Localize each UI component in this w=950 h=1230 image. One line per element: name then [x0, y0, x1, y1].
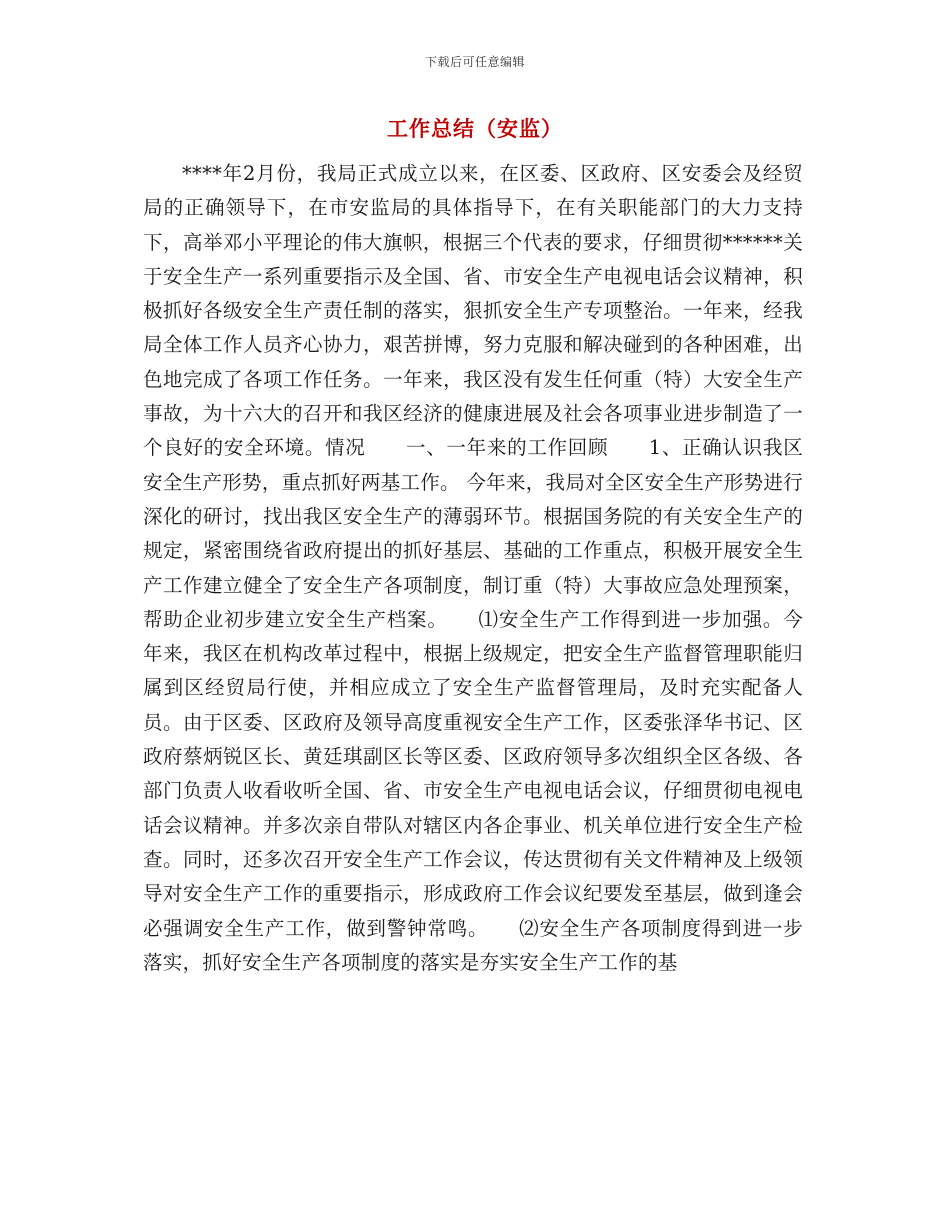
document-title: 工作总结（安监） — [387, 116, 563, 141]
download-note: 下载后可任意编辑 — [424, 55, 525, 69]
document-body: ****年2月份，我局正式成立以来，在区委、区政府、区安委会及经贸局的正确领导下，在市安监局的具体指导下，在有关职能部门的大力支持下，高举邓小平理论的伟大旗帜，根据三个代表的要求，仔细贯彻******关于安全生产一系列重要指示及全国、省、市安全生产电视电话会议精神，积极抓好各级安全生产责任制的落实，狠抓安全生产专项整治。一年来，经我局全体工作人员齐心协力，艰苦拼博，努力克服和解决碰到的各种困难，出色地完成了各项工作任务。一年来，我区没有发生任何重（特）大安全生产事故，为十六大的召开和我区经济的健康进展及社会各项事业进步制造了一个良好的安全环境。情况 一、一年来的工作回顾 1、正确认识我区安全生产形势，重点抓好两基工作。 今年来，我局对全区安全生产形势进行深化的研讨，找出我区安全生产的薄弱环节。根据国务院的有关安全生产的规定，紧密围绕省政府提出的抓好基层、基础的工作重点，积极开展安全生产工作建立健全了安全生产各项制度，制订重（特）大事故应急处理预案，帮助企业初步建立安全生产档案。 ⑴安全生产工作得到进一步加强。今年来，我区在机构改革过程中，根据上级规定，把安全生产监督管理职能归属到区经贸局行使，并相应成立了安全生产监督管理局，及时充实配备人员。由于区委、区政府及领导高度重视安全生产工作，区委张泽华书记、区政府蔡炳锐区长、黄廷琪副区长等区委、区政府领导多次组织全区各级、各部门负责人收看收听全国、省、市安全生产电视电话会议，仔细贯彻电视电话会议精神。并多次亲自带队对辖区内各企事业、机关单位进行安全生产检查。同时，还多次召开安全生产工作会议，传达贯彻有关文件精神及上级领导对安全生产工作的重要指示，形成政府工作会议纪要发至基层，做到逢会必强调安全生产工作，做到警钟常鸣。 ⑵安全生产各项制度得到进一步落实，抓好安全生产各项制度的落实是夯实安全生产工作的基 — [143, 162, 803, 974]
